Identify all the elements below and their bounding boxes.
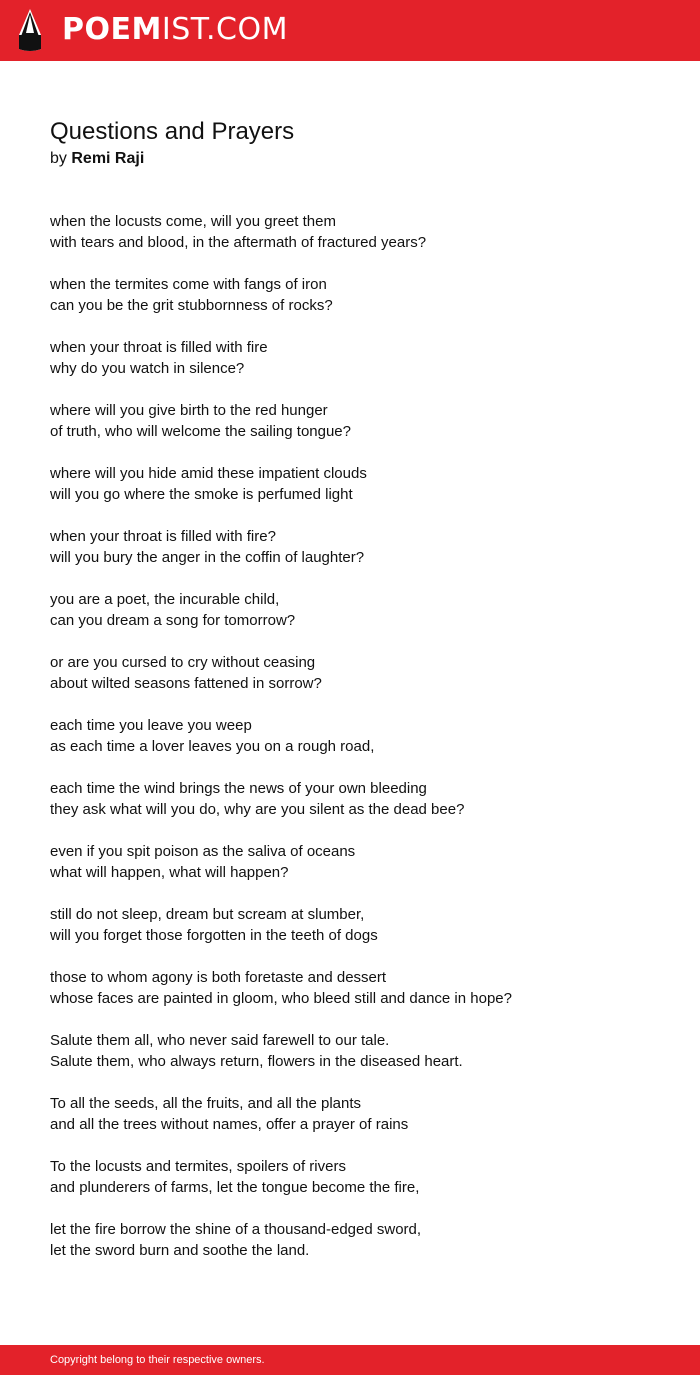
- poem-line: and all the trees without names, offer a prayer of rains: [50, 1116, 409, 1133]
- poem-line: those to whom agony is both foretaste and dessert: [50, 969, 387, 986]
- poem-line: whose faces are painted in gloom, who bleed still and dance in hope?: [50, 990, 512, 1007]
- poem-line: each time you leave you weep: [50, 717, 252, 734]
- poem-line: with tears and blood, in the aftermath of fractured years?: [50, 234, 427, 251]
- poem-body: [50, 211, 660, 1261]
- author-name: Remi Raji: [71, 150, 145, 167]
- logo-text-bold: POEM: [62, 12, 162, 47]
- poem-line: they ask what will you do, why are you silent as the dead bee?: [50, 801, 465, 818]
- stanza: [50, 904, 660, 946]
- poem-line: of truth, who will welcome the sailing tongue?: [50, 423, 351, 440]
- poem-line: will you bury the anger in the coffin of laughter?: [50, 549, 365, 566]
- stanza: [50, 778, 660, 820]
- stanza: [50, 841, 660, 883]
- poem-line: when the termites come with fangs of iron: [50, 276, 327, 293]
- stanza: [50, 274, 660, 316]
- poem-line: will you go where the smoke is perfumed light: [50, 486, 353, 503]
- stanza: [50, 1219, 660, 1261]
- poem-line: what will happen, what will happen?: [50, 864, 289, 881]
- copyright-notice: Copyright belong to their respective owners.: [50, 1354, 265, 1366]
- poem-line: even if you spit poison as the saliva of oceans: [50, 843, 356, 860]
- by-label: by: [50, 150, 67, 167]
- poem-line: why do you watch in silence?: [50, 360, 245, 377]
- stanza: [50, 652, 660, 694]
- stanza: [50, 1030, 660, 1072]
- poem-line: as each time a lover leaves you on a rough road,: [50, 738, 375, 755]
- poem-line: still do not sleep, dream but scream at slumber,: [50, 906, 365, 923]
- stanza: [50, 967, 660, 1009]
- stanza: [50, 211, 660, 253]
- poem-line: where will you give birth to the red hunger: [50, 402, 328, 419]
- stanza: [50, 463, 660, 505]
- poem-line: you are a poet, the incurable child,: [50, 591, 280, 608]
- logo-text-light: IST.COM: [161, 12, 288, 47]
- poem-line: let the fire borrow the shine of a thousand-edged sword,: [50, 1221, 422, 1238]
- stanza: [50, 589, 660, 631]
- stanza: [50, 715, 660, 757]
- poem-line: will you forget those forgotten in the teeth of dogs: [50, 927, 378, 944]
- stanza: [50, 337, 660, 379]
- pen-nib-icon: [17, 9, 43, 51]
- stanza: [50, 526, 660, 568]
- site-footer: [0, 1345, 700, 1375]
- poem-line: To all the seeds, all the fruits, and all the plants: [50, 1095, 362, 1112]
- poem-line: or are you cursed to cry without ceasing: [50, 654, 316, 671]
- site-header: [0, 0, 700, 61]
- poem-line: can you be the grit stubbornness of rocks?: [50, 297, 333, 314]
- poem-line: each time the wind brings the news of your own bleeding: [50, 780, 427, 797]
- poem-line: Salute them all, who never said farewell to our tale.: [50, 1032, 390, 1049]
- byline: [50, 148, 660, 170]
- poem-line: let the sword burn and soothe the land.: [50, 1242, 310, 1259]
- site-logo[interactable]: [62, 10, 288, 50]
- poem-line: when your throat is filled with fire?: [50, 528, 276, 545]
- poem-line: where will you hide amid these impatient clouds: [50, 465, 367, 482]
- poem-content: [50, 115, 660, 1282]
- poem-line: and plunderers of farms, let the tongue become the fire,: [50, 1179, 420, 1196]
- stanza: [50, 400, 660, 442]
- stanza: [50, 1093, 660, 1135]
- poem-line: about wilted seasons fattened in sorrow?: [50, 675, 322, 692]
- poem-line: when the locusts come, will you greet them: [50, 213, 336, 230]
- poem-title: Questions and Prayers: [50, 118, 295, 145]
- poem-line: can you dream a song for tomorrow?: [50, 612, 296, 629]
- poem-line: Salute them, who always return, flowers in the diseased heart.: [50, 1053, 463, 1070]
- poem-line: To the locusts and termites, spoilers of rivers: [50, 1158, 346, 1175]
- stanza: [50, 1156, 660, 1198]
- poem-line: when your throat is filled with fire: [50, 339, 268, 356]
